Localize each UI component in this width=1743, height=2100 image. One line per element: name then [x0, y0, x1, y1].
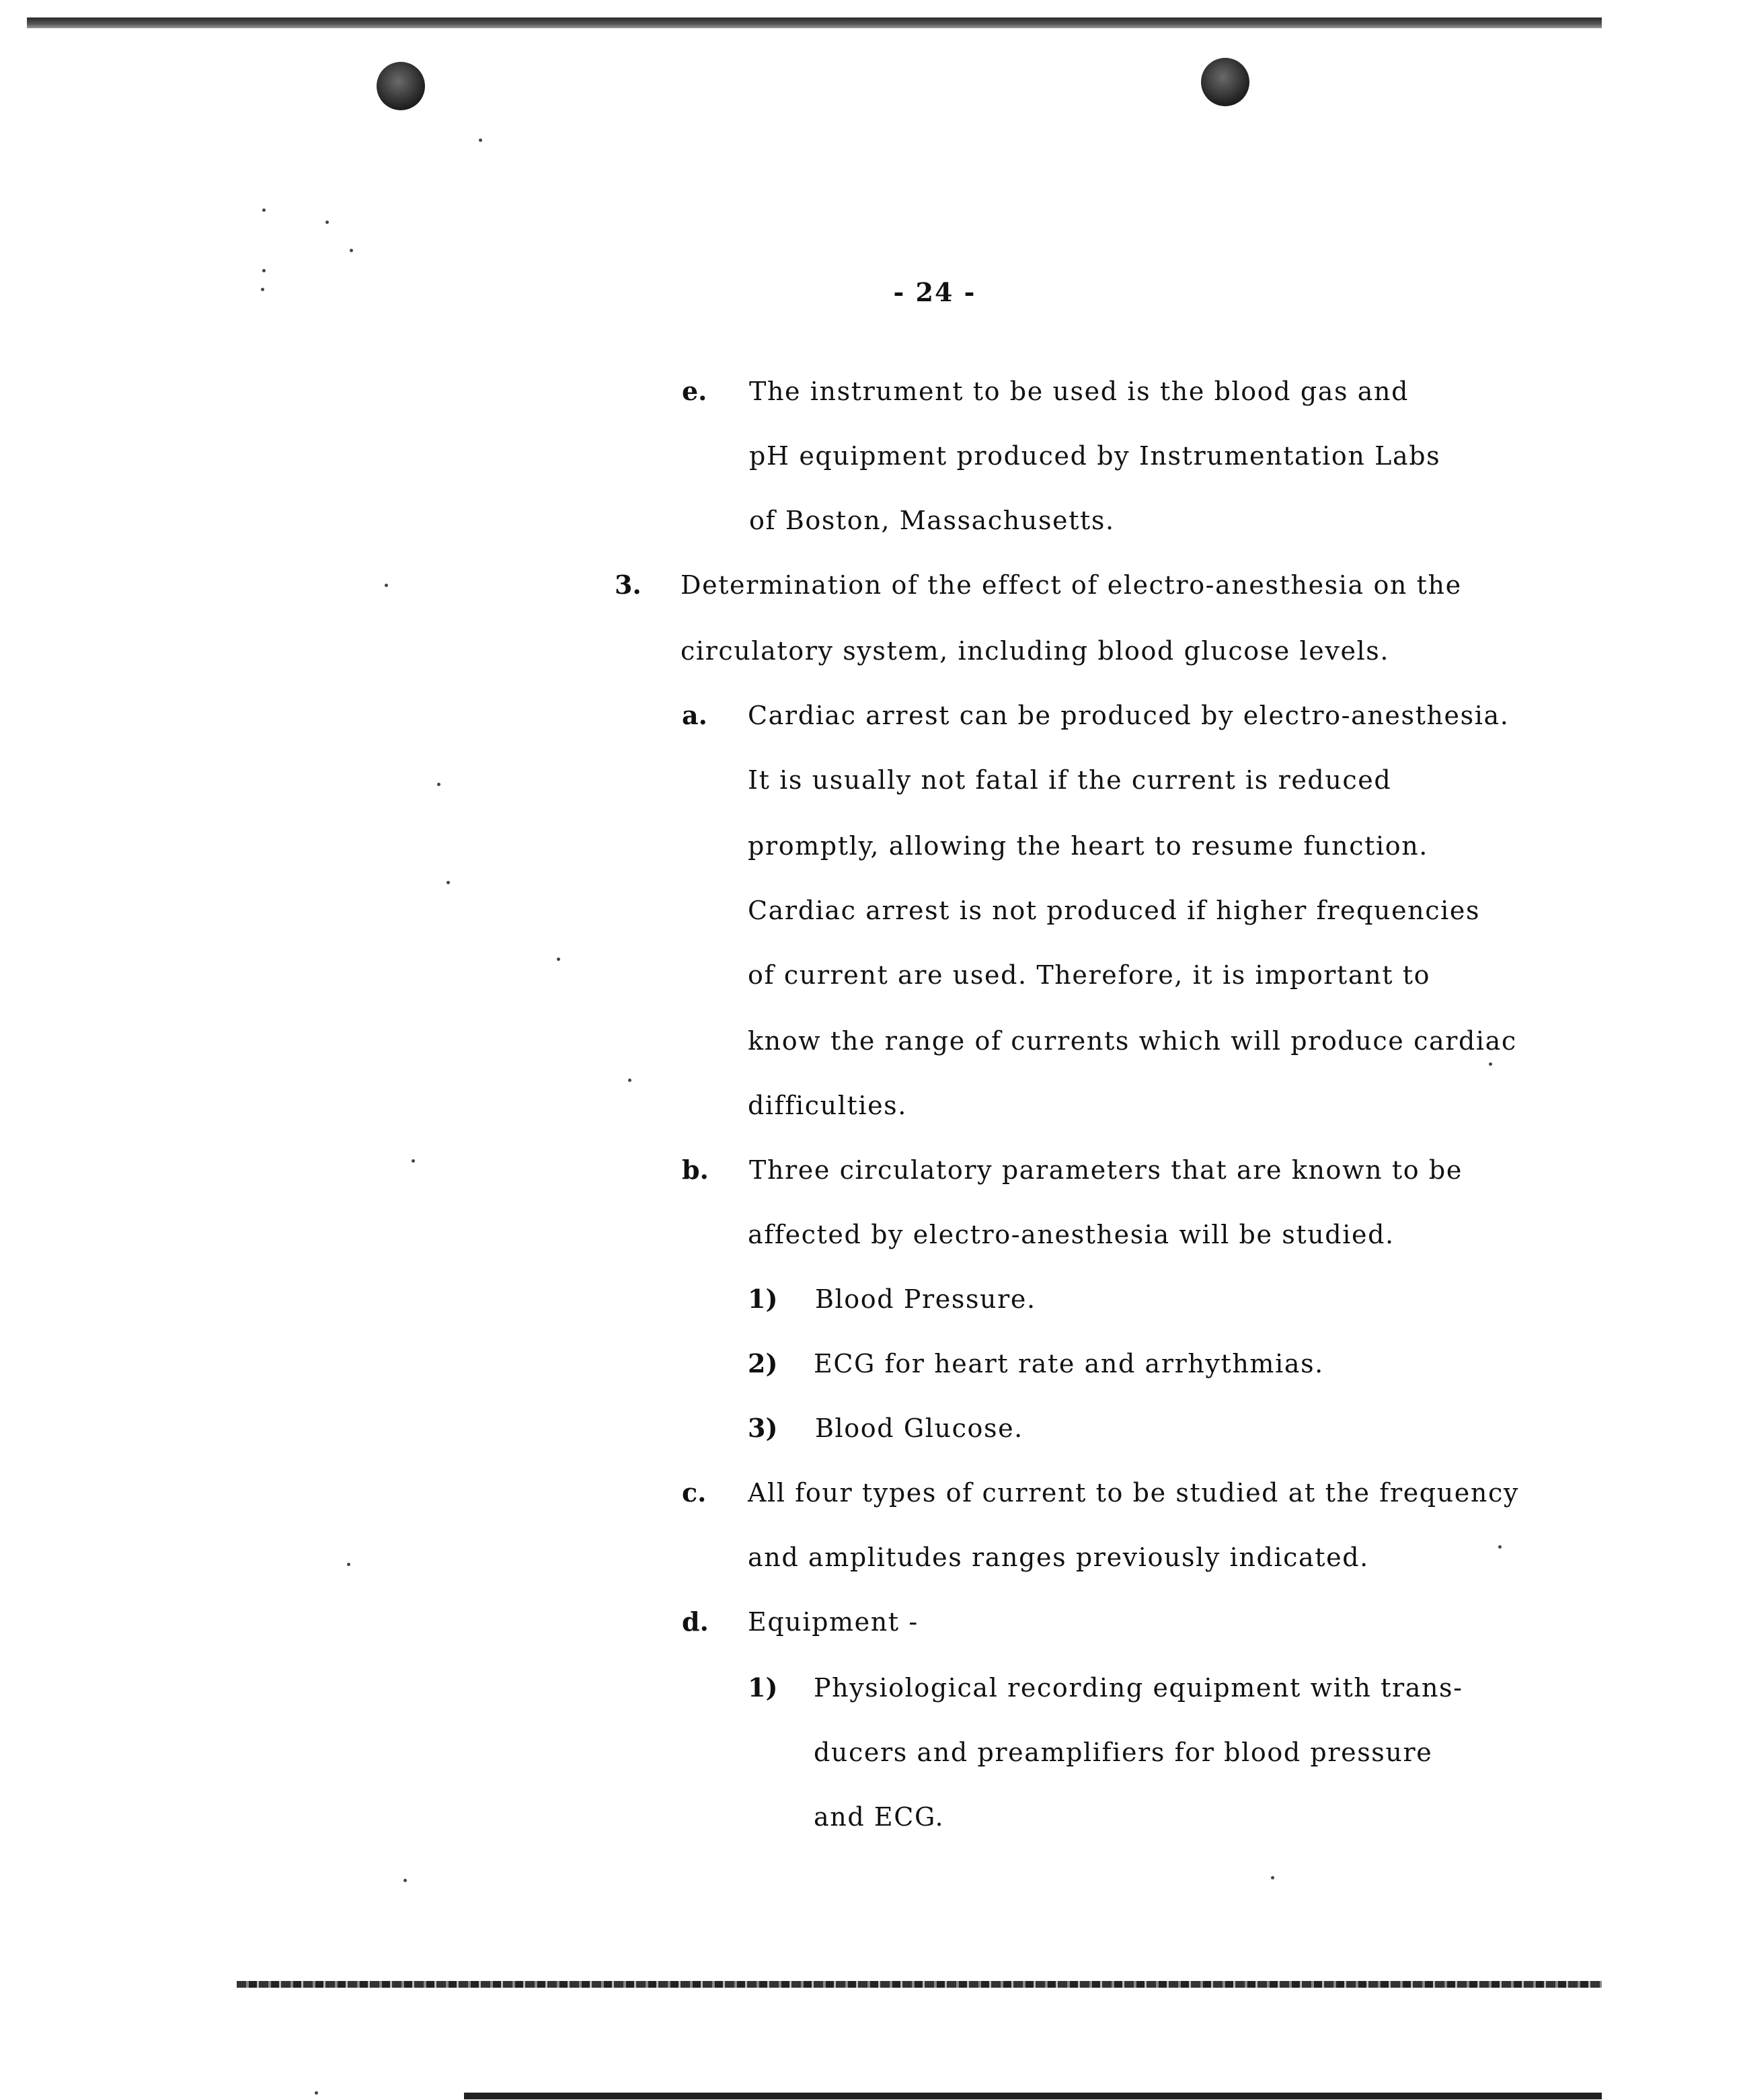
- sub-marker-d1: 1): [748, 1672, 778, 1703]
- scan-speck: [1271, 1876, 1274, 1879]
- bottom-edge-rule: [464, 2093, 1602, 2099]
- item-e-line-1: The instrument to be used is the blood gas and: [749, 377, 1409, 406]
- scan-speck: [347, 1563, 350, 1566]
- item-d-sub-1-line-1: Physiological recording equipment with trans-: [814, 1673, 1463, 1703]
- item-a-line-1: Cardiac arrest can be produced by electro-anesthesia.: [748, 701, 1510, 730]
- item-a-line-4: Cardiac arrest is not produced if higher frequencies: [748, 896, 1481, 925]
- list-marker-a: a.: [682, 700, 707, 730]
- page-number: - 24 -: [893, 277, 976, 307]
- list-marker-e: e.: [682, 376, 707, 406]
- item-c-line-1: All four types of current to be studied at the frequency: [748, 1478, 1519, 1508]
- list-marker-3: 3.: [615, 570, 642, 600]
- scan-speck: [315, 2091, 318, 2095]
- item-b-sub-3: Blood Glucose.: [815, 1413, 1023, 1443]
- item-b-line-1: Three circulatory parameters that are known to be: [749, 1155, 1463, 1185]
- list-marker-c: c.: [682, 1477, 707, 1508]
- scan-speck: [1489, 1062, 1492, 1066]
- sub-marker-b1: 1): [748, 1284, 778, 1314]
- item-a-line-2: It is usually not fatal if the current is reduced: [748, 765, 1392, 795]
- scan-speck: [403, 1879, 407, 1882]
- scan-speck: [325, 221, 329, 224]
- scan-speck: [447, 881, 450, 884]
- top-scan-rule: [27, 17, 1602, 28]
- item-d-sub-1-line-2: ducers and preamplifiers for blood pressure: [814, 1738, 1433, 1767]
- item-c-line-2: and amplitudes ranges previously indicated.: [748, 1543, 1369, 1572]
- scan-speck: [557, 958, 560, 961]
- scan-speck: [262, 269, 266, 272]
- item-a-line-6: know the range of currents which will produce cardiac: [748, 1026, 1517, 1056]
- punch-hole-right: [1201, 58, 1249, 106]
- scan-speck: [479, 139, 482, 142]
- item-3-line-2: circulatory system, including blood glucose levels.: [681, 636, 1390, 666]
- scan-speck: [628, 1079, 631, 1082]
- scan-speck: [385, 584, 388, 587]
- scan-speck: [262, 208, 266, 212]
- item-d-sub-1-line-3: and ECG.: [814, 1802, 945, 1832]
- scan-speck: [261, 288, 264, 291]
- item-a-line-3: promptly, allowing the heart to resume function.: [748, 831, 1428, 861]
- list-marker-d: d.: [682, 1606, 709, 1637]
- item-a-line-5: of current are used. Therefore, it is important to: [748, 960, 1431, 990]
- item-b-sub-2: ECG for heart rate and arrhythmias.: [814, 1349, 1324, 1378]
- scan-speck: [350, 249, 353, 252]
- scan-speck: [1498, 1545, 1502, 1549]
- item-e-line-3: of Boston, Massachusetts.: [749, 506, 1115, 535]
- sub-marker-b3: 3): [748, 1413, 778, 1443]
- sub-marker-b2: 2): [748, 1348, 778, 1378]
- item-b-sub-1: Blood Pressure.: [815, 1284, 1036, 1314]
- item-e-line-2: pH equipment produced by Instrumentation Labs: [749, 441, 1441, 471]
- list-marker-b: b.: [682, 1155, 709, 1185]
- item-b-line-2: affected by electro-anesthesia will be studied.: [748, 1220, 1395, 1249]
- item-3-line-1: Determination of the effect of electro-anesthesia on the: [681, 570, 1462, 600]
- item-d-label: Equipment -: [748, 1607, 919, 1637]
- punch-hole-left: [377, 62, 425, 110]
- scan-speck: [412, 1159, 415, 1163]
- scan-speck: [437, 783, 440, 786]
- item-a-line-7: difficulties.: [748, 1091, 907, 1120]
- bottom-scan-rule: [237, 1981, 1602, 1988]
